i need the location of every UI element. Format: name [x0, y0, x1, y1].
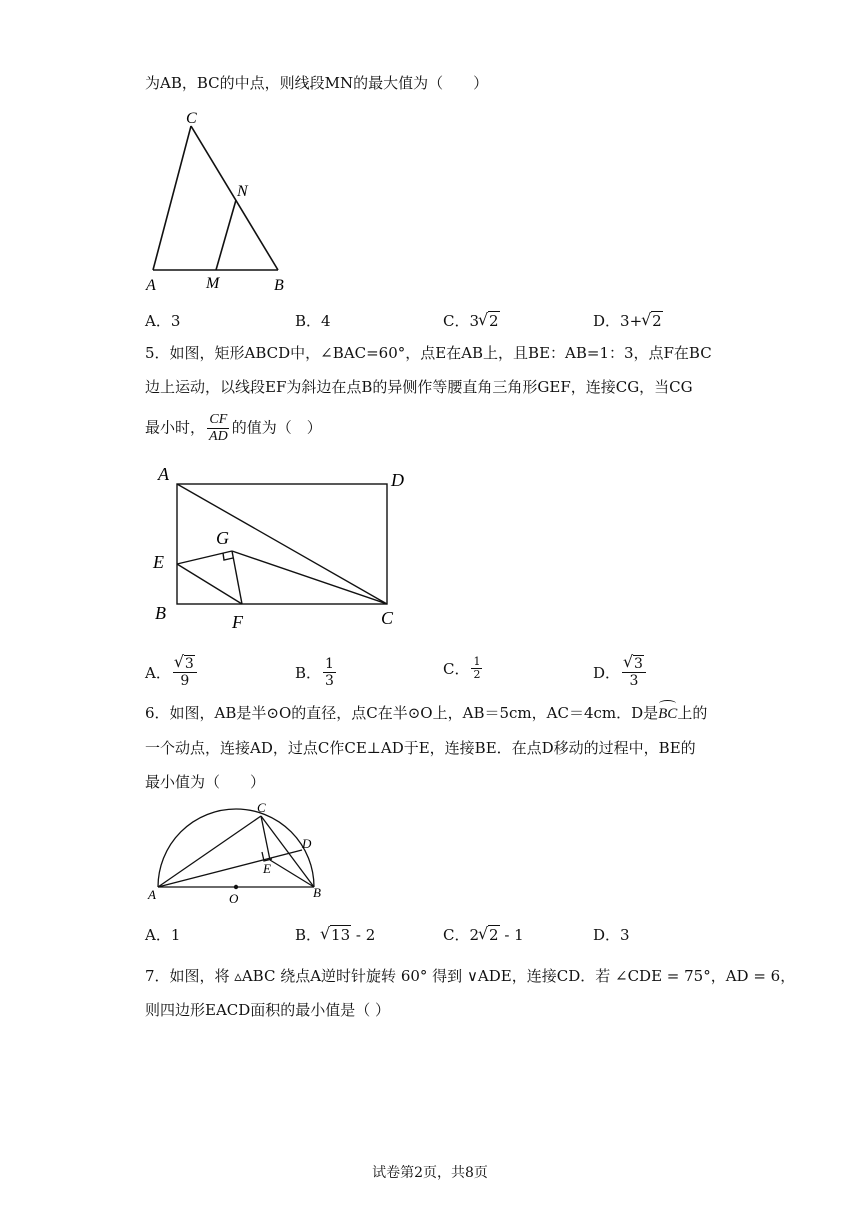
q7-stem-line-2: 则四边形EACD面积的最小值是（ ） [145, 1001, 391, 1019]
label-e: E [263, 861, 271, 876]
label-e: E [153, 552, 164, 572]
q5-choice-a[interactable]: A． √ $\frac{3}{9}$ [145, 656, 199, 689]
q6-choice-a[interactable]: A．1 [145, 926, 181, 944]
q5-stem-line-3: 最小时， $\frac{CF}{AD}$ 的值为（ ） [145, 412, 322, 444]
q5-stem-line-1: 5．如图，矩形ABCD中，∠BAC=60°，点E在AB上，且BE：AB=1：3，点F在BC [145, 344, 712, 362]
label-c: C [186, 110, 197, 127]
segment-eb [270, 860, 314, 887]
q6-stem-line-3: 最小值为（ ） [145, 773, 266, 791]
label-f: F [232, 612, 243, 632]
q6-choice-b[interactable]: B．√ 13 - 2 [295, 924, 375, 945]
q6-choice-d[interactable]: D．3 [593, 926, 630, 944]
q5-stem-line-2: 边上运动，以线段EF为斜边在点B的异侧作等腰直角三角形GEF，连接CG，当CG [145, 378, 693, 396]
q4-choice-d[interactable]: D．3+√ 2 [593, 310, 663, 331]
arc-bc-symbol: BC [658, 706, 678, 722]
label-o: O [229, 891, 239, 906]
q5-fraction: $\frac{CF}{AD}$ [209, 412, 228, 444]
label-a: A [148, 887, 156, 902]
page-footer: 试卷第2页，共8页 [372, 1165, 488, 1181]
center-o-dot [234, 885, 238, 889]
right-angle-mark-e [262, 852, 272, 861]
label-b: B [155, 603, 166, 623]
label-m: M [206, 275, 220, 292]
segment-ac [158, 816, 261, 887]
q6-stem-line-2: 一个动点，连接AD，过点C作CE⊥AD于E，连接BE．在点D移动的过程中，BE的 [145, 739, 696, 757]
segment-ad [158, 850, 302, 887]
q5-choice-c[interactable]: C． $\frac{1}{2}$ [443, 655, 481, 681]
semicircle-arc [158, 809, 314, 887]
label-b: B [313, 885, 321, 900]
q4-choice-a[interactable]: A．3 [145, 312, 181, 330]
q6-choices [145, 924, 705, 952]
label-d: D [302, 836, 312, 851]
label-a: A [158, 464, 169, 484]
label-d: D [391, 470, 404, 490]
q5-choice-d[interactable]: D． √ $\frac{3}{3}$ [593, 656, 648, 689]
q6-stem-line-1: 6．如图，AB是半⊙O的直径，点C在半⊙O上，AB＝5cm，AC＝4cm．D是BC上的 [145, 704, 708, 722]
label-n: N [237, 183, 248, 200]
q4-choice-b[interactable]: B．4 [295, 312, 331, 330]
q4-stem-line: 为AB，BC的中点，则线段MN的最大值为（ ） [145, 74, 489, 92]
label-a: A [146, 277, 156, 294]
q7-stem-line-1: 7．如图，将 ▵ABC 绕点A逆时针旋转 60° 得到 ∨ADE，连接CD．若 ∠CDE = 75°，AD = 6， [145, 967, 796, 985]
q4-choice-c[interactable]: C．3√ 2 [443, 310, 500, 331]
label-c: C [381, 608, 394, 628]
label-c: C [257, 800, 266, 815]
q6-choice-c[interactable]: C．2√ 2 - 1 [443, 924, 524, 945]
q5-choice-b[interactable]: B． $\frac{1}{3}$ [295, 656, 334, 689]
label-g: G [216, 528, 229, 548]
label-b: B [274, 277, 284, 294]
